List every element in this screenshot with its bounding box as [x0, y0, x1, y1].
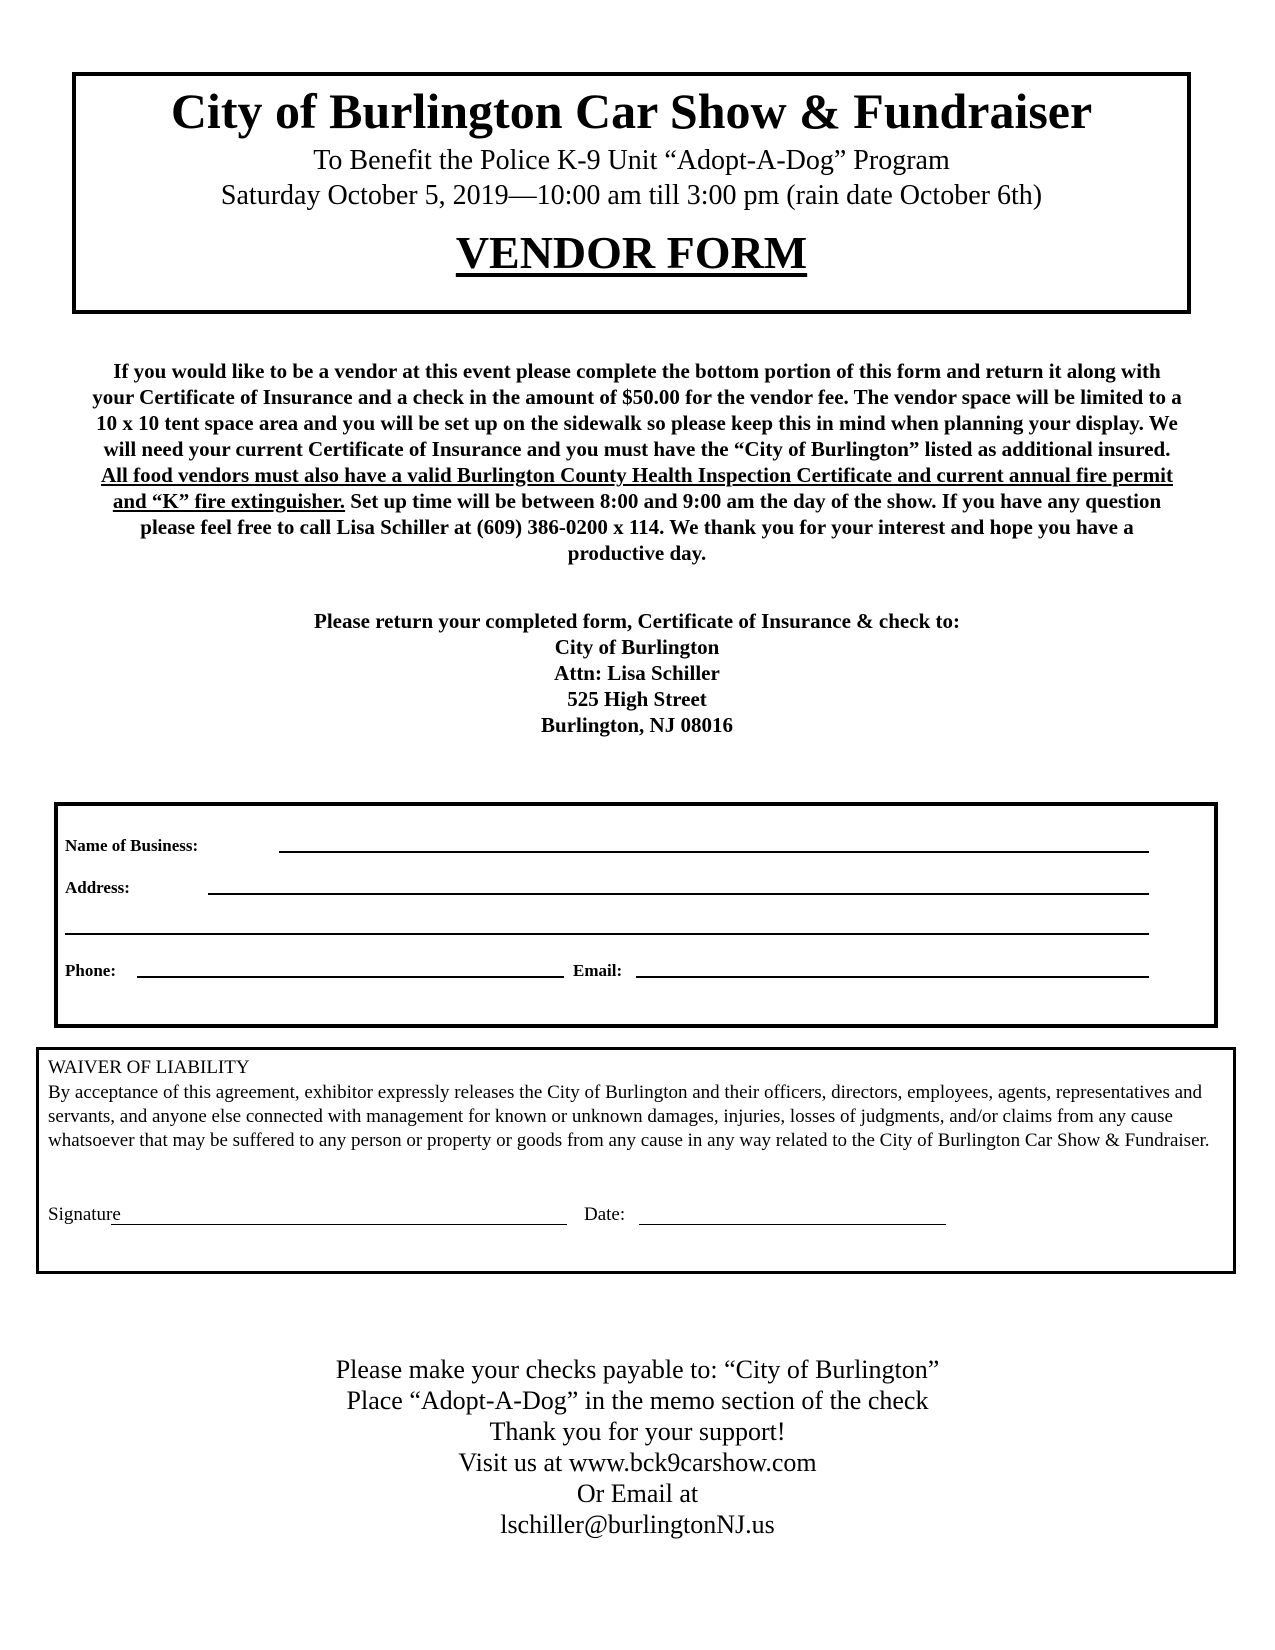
- payable-to-line: Please make your checks payable to: “City of Burlington”: [335, 1355, 940, 1384]
- return-address-block: [92, 608, 1182, 738]
- address-label: Address:: [65, 878, 130, 897]
- footer: [0, 1354, 1275, 1540]
- memo-line: Place “Adopt-A-Dog” in the memo section of the check: [346, 1386, 929, 1415]
- phone-field[interactable]: [137, 976, 564, 978]
- date-field[interactable]: [639, 1224, 946, 1225]
- email-field[interactable]: [636, 976, 1149, 978]
- signature-field[interactable]: [111, 1224, 567, 1225]
- form-title: VENDOR FORM: [455, 227, 808, 278]
- instructions-text-end: Set up time will be between 8:00 and 9:00 am the day of the show. If you have any question please feel free to call Lisa Schiller at (609) 386-0200 x 114. We thank you for your interest and hope you have a productive day.: [140, 489, 1162, 565]
- thank-you-line: Thank you for your support!: [489, 1417, 786, 1446]
- business-name-label: Name of Business:: [65, 836, 199, 855]
- address-line: Attn: Lisa Schiller: [554, 661, 720, 685]
- email-prompt-line: Or Email at: [576, 1479, 699, 1508]
- return-instruction: Please return your completed form, Certificate of Insurance & check to:: [314, 609, 960, 633]
- date-label: Date:: [584, 1204, 626, 1225]
- address-field[interactable]: [208, 893, 1149, 895]
- waiver-text: By acceptance of this agreement, exhibitor expressly releases the City of Burlington and their officers, directors, employees, agents, representatives and servants, and anyone else connected with management for known or unknown damages, injuries, losses of judgments, and/or claims from any cause whatsoever that may be suffered to any person or property or goods from any cause in any way related to the City of Burlington Car Show & Fundraiser.: [48, 1082, 1210, 1151]
- event-subtitle: To Benefit the Police K-9 Unit “Adopt-A-Dog” Program: [313, 145, 950, 176]
- waiver-title: WAIVER OF LIABILITY: [48, 1057, 250, 1078]
- address-field-line-2[interactable]: [65, 933, 1149, 935]
- address-line: City of Burlington: [554, 635, 720, 659]
- instructions-text-start: If you would like to be a vendor at this event please complete the bottom portion of this form and return it along with your Certificate of Insurance and a check in the amount of $50.00 for the vendor fee. The vendor space will be limited to a 10 x 10 tent space area and you will be set up on the sidewalk so please keep this in mind when planning your display. We will need your current Certificate of Insurance and you must have the “City of Burlington” listed as additional insured.: [92, 359, 1182, 461]
- address-line: Burlington, NJ 08016: [541, 713, 733, 737]
- instructions-paragraph: [92, 358, 1182, 566]
- event-date: Saturday October 5, 2019—10:00 am till 3:00 pm (rain date October 6th): [220, 180, 1043, 211]
- waiver-box: [36, 1047, 1236, 1274]
- header-box: [72, 72, 1191, 314]
- signature-label: Signature: [48, 1204, 121, 1225]
- address-line: 525 High Street: [567, 687, 707, 711]
- food-vendor-requirement: All food vendors must also have a valid Burlington County Health Inspection Certificate and current annual fire permit and “K” fire extinguisher.: [101, 463, 1173, 513]
- event-title: City of Burlington Car Show & Fundraiser: [170, 83, 1093, 139]
- business-name-field[interactable]: [279, 851, 1149, 853]
- phone-label: Phone:: [65, 961, 116, 980]
- website-line: Visit us at www.bck9carshow.com: [458, 1448, 817, 1477]
- contact-email: lschiller@burlingtonNJ.us: [500, 1510, 775, 1539]
- email-label: Email:: [573, 961, 623, 980]
- vendor-info-box: [54, 802, 1218, 1028]
